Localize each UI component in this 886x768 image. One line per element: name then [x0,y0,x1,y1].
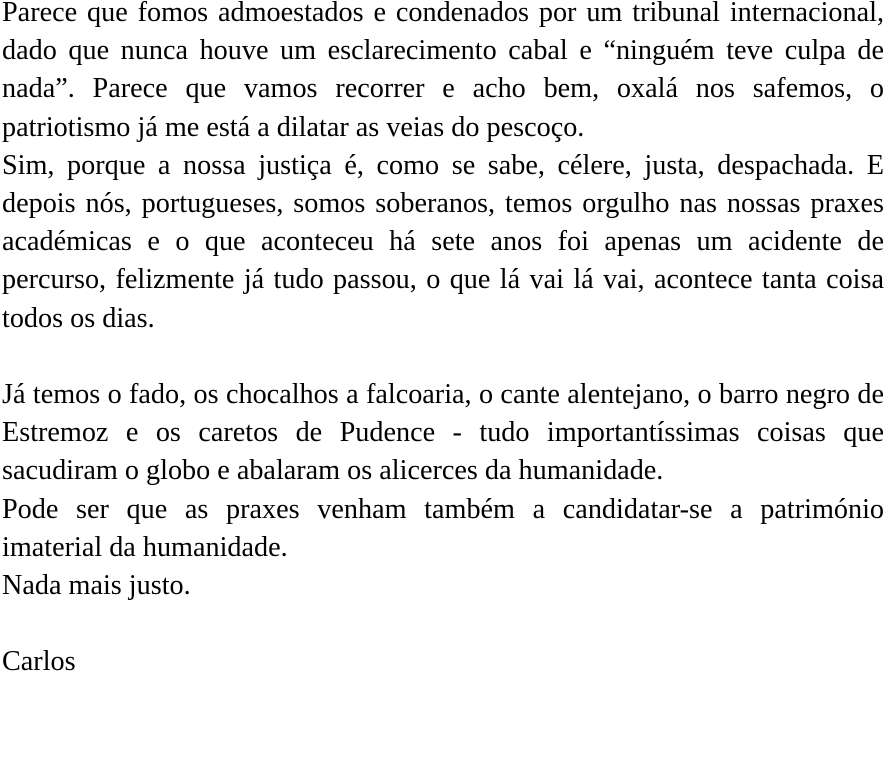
paragraph-conclusion: Nada mais justo. [2,570,191,602]
paragraph-justica: Sim, porque a nossa justiça é, como se sabe, célere, justa, despachada. E depois nós, portugueses, somos soberanos, temos orgulho nas nossas praxes académicas e o que aconteceu há sete anos foi apenas um acidente de percurso, felizmente já tudo passou, o que lá vai lá vai, acontece tanta coisa todos os dias. [2,149,884,334]
signature-name: Carlos [2,646,76,678]
paragraph-praxes: Pode ser que as praxes venham também a candidatar-se a património imaterial da humanidade. [2,493,884,563]
paragraph-spacer [2,605,884,643]
paragraph-spacer [2,338,884,376]
paragraph-tribunal: Parece que fomos admoestados e condenados por um tribunal internacional, dado que nunca houve um esclarecimento cabal e “ninguém teve culpa de nada”. Parece que vamos recorrer e acho bem, oxalá nos safemos, o patriotismo já me está a dilatar as veias do pescoço. [2,0,884,143]
paragraph-patrimonio-list: Já temos o fado, os chocalhos a falcoaria, o cante alentejano, o barro negro de Estremoz e os caretos de Pudence - tudo importantíssimas coisas que sacudiram o globo e abalaram os alicerces da humanidade. [2,379,884,487]
